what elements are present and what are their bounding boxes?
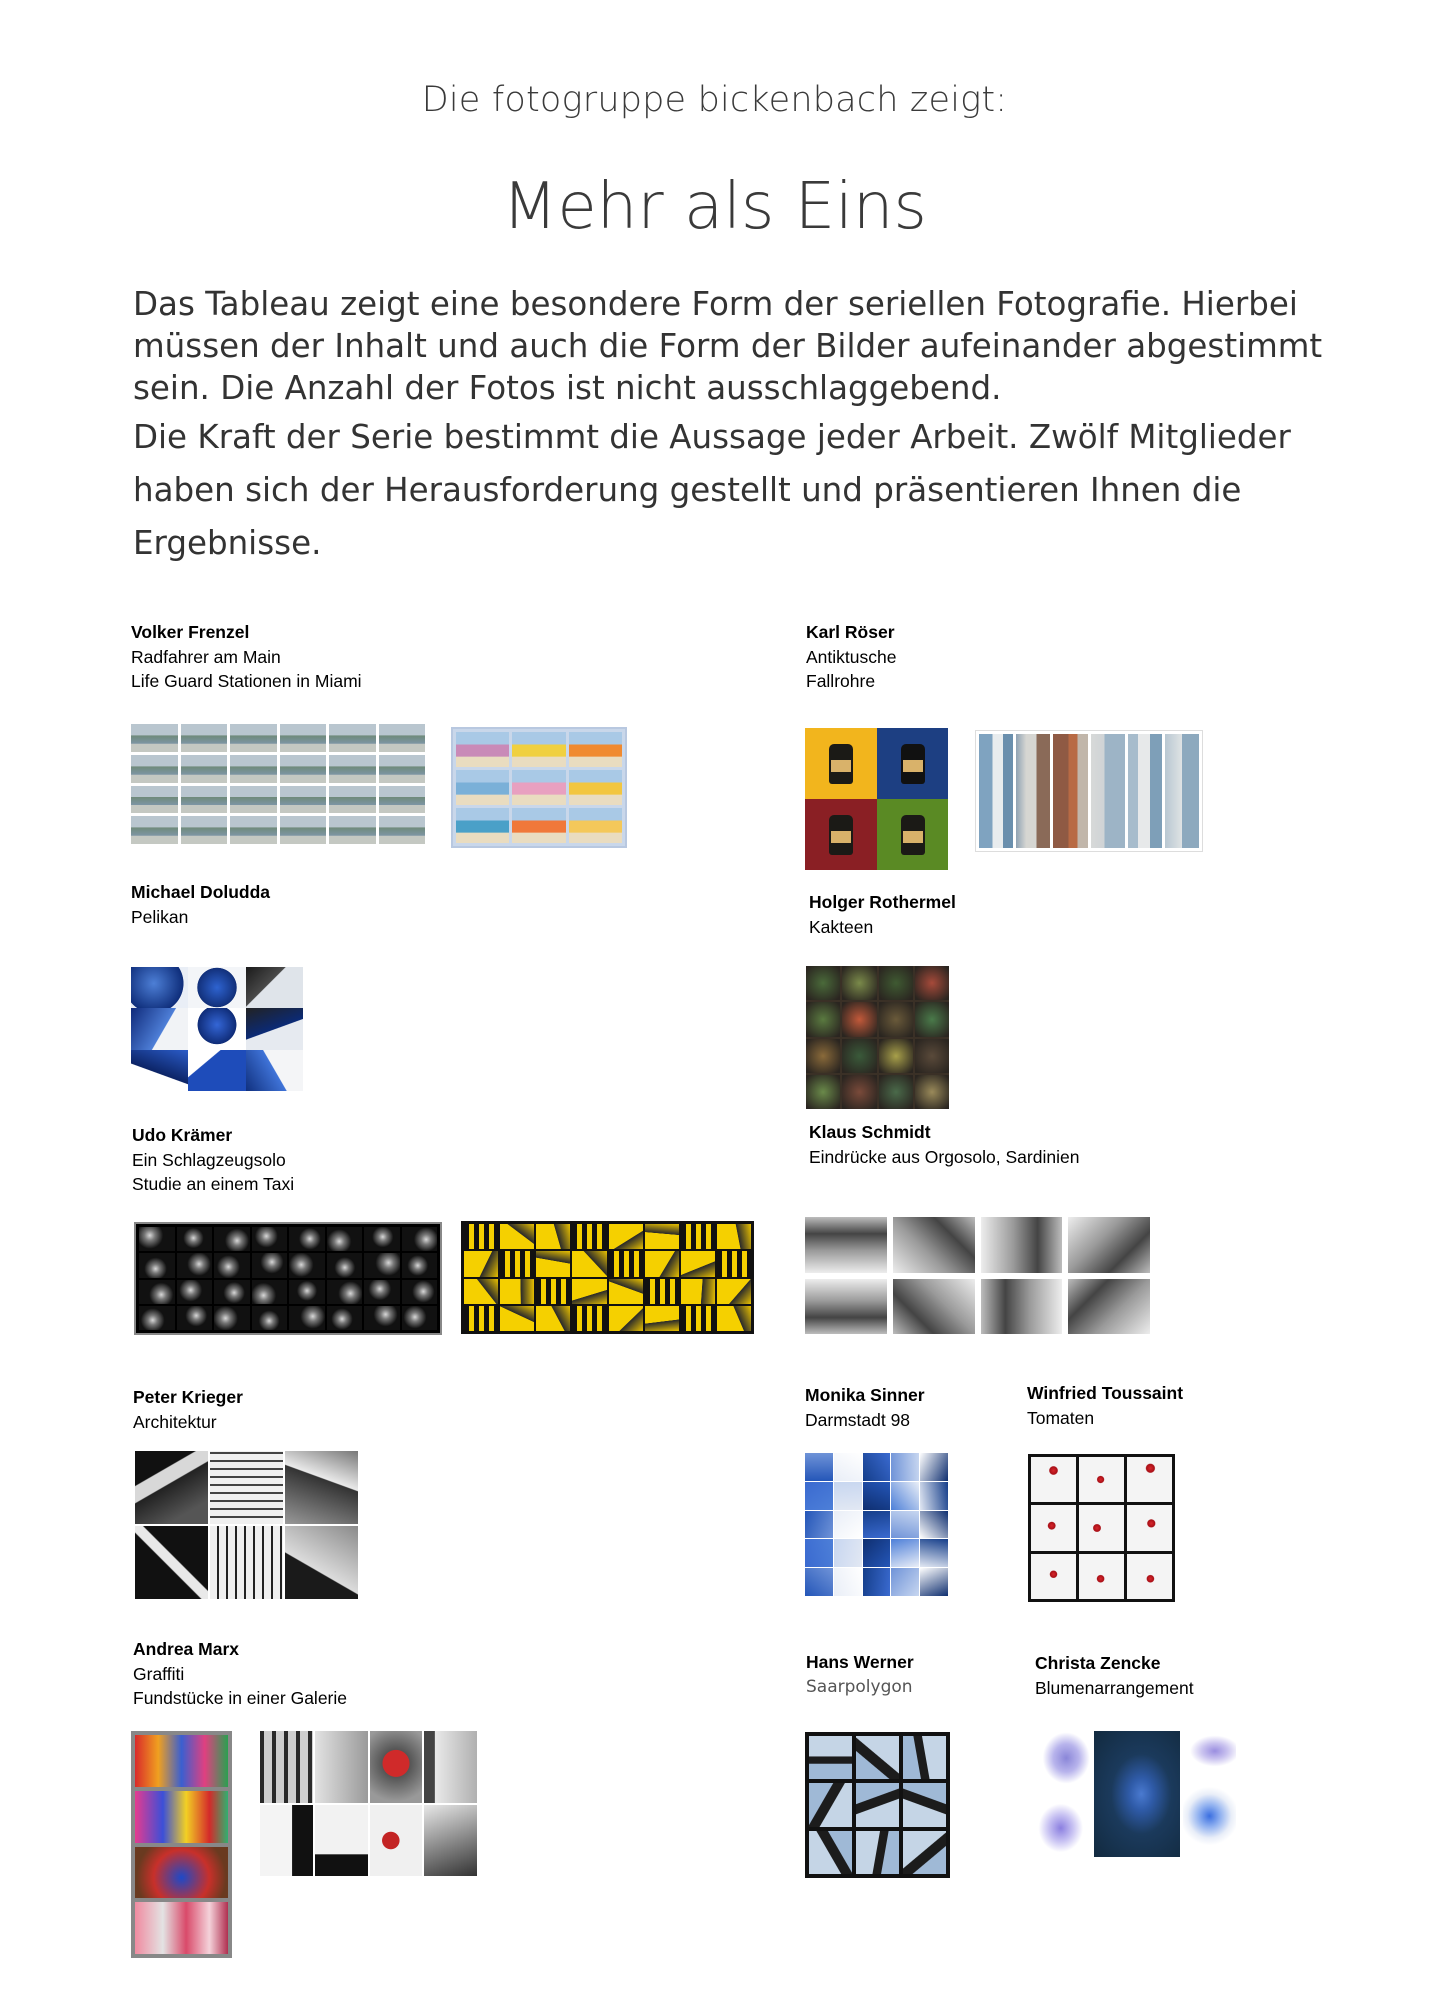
photo-thumbnail [1127, 1505, 1172, 1550]
tableau-radfahrer-am-main [131, 724, 425, 844]
photo-thumbnail [456, 808, 509, 843]
photo-thumbnail [569, 808, 622, 843]
entry-christa-zencke [1035, 1651, 1194, 1700]
photo-thumbnail [500, 1224, 534, 1249]
photo-thumbnail [681, 1251, 715, 1276]
photo-thumbnail [252, 1227, 288, 1251]
work-title: Pelikan [131, 906, 189, 927]
photo-thumbnail [609, 1306, 643, 1331]
photo-thumbnail [805, 1539, 833, 1567]
photographer-name: Klaus Schmidt [809, 1122, 931, 1142]
photo-thumbnail [379, 786, 426, 814]
intro-paragraph-2: Die Kraft der Serie bestimmt die Aussage jeder Arbeit. Zwölf Mitglieder haben sich der Herausforderung gestellt und präsentieren Ihnen die Ergebnisse. [133, 418, 1291, 562]
photo-thumbnail [1127, 1554, 1172, 1599]
photo-thumbnail [327, 1280, 363, 1304]
photo-thumbnail [230, 724, 277, 752]
photographer-name: Andrea Marx [133, 1639, 240, 1659]
photo-thumbnail [915, 1002, 949, 1036]
photo-thumbnail [500, 1306, 534, 1331]
photo-thumbnail [805, 1511, 833, 1539]
photo-thumbnail [181, 786, 228, 814]
entry-udo-kraemer [132, 1123, 294, 1197]
photo-thumbnail [1068, 1217, 1150, 1273]
photo-thumbnail [903, 1783, 946, 1826]
photo-thumbnail [131, 816, 178, 844]
photo-thumbnail [364, 1280, 400, 1304]
photo-thumbnail [289, 1280, 325, 1304]
exhibition-title: Mehr als Eins [502, 170, 927, 244]
work-title: Antiktusche [806, 646, 897, 667]
photo-thumbnail [572, 1279, 606, 1304]
photo-thumbnail [536, 1224, 570, 1249]
entry-winfried-toussaint [1027, 1381, 1183, 1430]
entry-hans-werner [806, 1650, 914, 1699]
photo-thumbnail [1031, 1505, 1076, 1550]
photo-thumbnail [863, 1511, 891, 1539]
photo-thumbnail [289, 1253, 325, 1277]
photo-thumbnail [280, 816, 327, 844]
photo-thumbnail [181, 724, 228, 752]
photo-thumbnail [1031, 1457, 1076, 1502]
photo-thumbnail [402, 1253, 438, 1277]
work-title: Fallrohre [806, 671, 876, 691]
entry-monika-sinner [805, 1383, 925, 1432]
tableau-fundstuecke [260, 1731, 477, 1876]
photo-thumbnail [891, 1568, 919, 1596]
tableau-architektur [135, 1451, 358, 1599]
photographer-name: Volker Frenzel [131, 622, 250, 642]
photo-thumbnail [230, 816, 277, 844]
photo-thumbnail [139, 1227, 175, 1251]
photo-thumbnail [1068, 1279, 1150, 1335]
photo-thumbnail [464, 1306, 498, 1331]
photo-thumbnail [329, 755, 376, 783]
photo-thumbnail [464, 1279, 498, 1304]
tableau-taxi [461, 1221, 754, 1334]
tableau-tomaten [1028, 1454, 1175, 1602]
photo-thumbnail [456, 732, 509, 767]
photo-thumbnail [131, 786, 178, 814]
photo-thumbnail [863, 1568, 891, 1596]
photo-thumbnail [920, 1511, 948, 1539]
photo-thumbnail [569, 732, 622, 767]
photo-thumbnail [1031, 1554, 1076, 1599]
photo-thumbnail [456, 770, 509, 805]
photo-thumbnail [327, 1227, 363, 1251]
photo-thumbnail [856, 1831, 899, 1874]
photo-thumbnail [805, 1217, 887, 1273]
photo-thumbnail [645, 1251, 679, 1276]
photo-thumbnail [645, 1306, 679, 1331]
photo-thumbnail [842, 1002, 876, 1036]
photo-thumbnail [681, 1279, 715, 1304]
photographer-name: Udo Krämer [132, 1125, 233, 1145]
tableau-schlagzeugsolo [134, 1222, 442, 1335]
photo-thumbnail [177, 1280, 213, 1304]
photo-thumbnail [915, 1075, 949, 1109]
work-title: Life Guard Stationen in Miami [131, 671, 362, 691]
photo-thumbnail [717, 1306, 751, 1331]
photo-thumbnail [1079, 1554, 1124, 1599]
photo-thumbnail [177, 1253, 213, 1277]
photographer-name: Christa Zencke [1035, 1653, 1161, 1673]
photo-thumbnail [230, 755, 277, 783]
photo-thumbnail [920, 1482, 948, 1510]
tableau-life-guard-stationen [451, 727, 627, 848]
photo-thumbnail [856, 1736, 899, 1779]
photo-thumbnail [834, 1482, 862, 1510]
photographer-name: Winfried Toussaint [1027, 1383, 1184, 1403]
photo-thumbnail [379, 755, 426, 783]
photographer-name: Karl Röser [806, 622, 895, 642]
photo-thumbnail [920, 1453, 948, 1481]
photo-thumbnail [364, 1306, 400, 1330]
entry-klaus-schmidt [809, 1120, 1079, 1169]
photo-thumbnail [572, 1224, 606, 1249]
photo-thumbnail [806, 966, 840, 1000]
tableau-graffiti [131, 1731, 232, 1958]
photo-thumbnail [645, 1279, 679, 1304]
photo-thumbnail [863, 1453, 891, 1481]
work-title: Studie an einem Taxi [132, 1174, 295, 1194]
photo-thumbnail [289, 1227, 325, 1251]
photo-thumbnail [893, 1279, 975, 1335]
work-title: Ein Schlagzeugsolo [132, 1149, 286, 1170]
photo-thumbnail [920, 1539, 948, 1567]
photo-thumbnail [214, 1227, 250, 1251]
photo-thumbnail [717, 1251, 751, 1276]
photo-thumbnail [536, 1279, 570, 1304]
photographer-name: Peter Krieger [133, 1387, 243, 1407]
entry-peter-krieger [133, 1385, 243, 1434]
photo-thumbnail [863, 1482, 891, 1510]
photo-thumbnail [834, 1511, 862, 1539]
photo-thumbnail [920, 1568, 948, 1596]
photo-thumbnail [1079, 1457, 1124, 1502]
photo-thumbnail [842, 966, 876, 1000]
intro-paragraph-1: Das Tableau zeigt eine besondere Form der seriellen Fotografie. Hierbei müssen der Inhalt und auch die Form der Bilder aufeinander abgestimmt sein. Die Anzahl der Fotos ist nicht ausschlaggebend. [133, 285, 1323, 407]
tableau-darmstadt-98 [805, 1453, 948, 1596]
photo-thumbnail [834, 1568, 862, 1596]
photo-thumbnail [512, 808, 565, 843]
photo-thumbnail [402, 1280, 438, 1304]
photo-thumbnail [609, 1279, 643, 1304]
photo-thumbnail [572, 1251, 606, 1276]
photo-thumbnail [280, 786, 327, 814]
intro-text [133, 283, 1383, 570]
photo-thumbnail [809, 1783, 852, 1826]
photo-thumbnail [402, 1227, 438, 1251]
photo-thumbnail [806, 1002, 840, 1036]
work-title: Saarpolygon [806, 1676, 913, 1697]
photo-thumbnail [806, 1075, 840, 1109]
tableau-saarpolygon [805, 1732, 950, 1878]
photo-thumbnail [230, 786, 277, 814]
photo-thumbnail [809, 1736, 852, 1779]
photo-thumbnail [809, 1831, 852, 1874]
work-title: Radfahrer am Main [131, 646, 281, 667]
photo-thumbnail [805, 1453, 833, 1481]
photo-thumbnail [252, 1280, 288, 1304]
photo-thumbnail [981, 1279, 1063, 1335]
photo-thumbnail [464, 1251, 498, 1276]
photo-thumbnail [806, 1039, 840, 1073]
tableau-pelikan [131, 967, 303, 1091]
photo-thumbnail [327, 1253, 363, 1277]
photo-thumbnail [402, 1306, 438, 1330]
work-title: Darmstadt 98 [805, 1409, 911, 1430]
photo-thumbnail [177, 1306, 213, 1330]
photo-thumbnail [915, 1039, 949, 1073]
photo-thumbnail [805, 1482, 833, 1510]
photo-thumbnail [512, 770, 565, 805]
photo-thumbnail [834, 1539, 862, 1567]
tableau-blumenarrangement [1036, 1731, 1236, 1857]
photographer-name: Hans Werner [806, 1652, 914, 1672]
photo-thumbnail [681, 1224, 715, 1249]
photographer-name: Monika Sinner [805, 1385, 925, 1405]
photo-thumbnail [177, 1227, 213, 1251]
photo-thumbnail [131, 755, 178, 783]
photo-thumbnail [214, 1280, 250, 1304]
photo-thumbnail [879, 966, 913, 1000]
photo-thumbnail [903, 1736, 946, 1779]
work-title: Fundstücke in einer Galerie [133, 1688, 347, 1708]
photo-thumbnail [856, 1783, 899, 1826]
photo-thumbnail [280, 724, 327, 752]
photo-thumbnail [500, 1251, 534, 1276]
photo-thumbnail [891, 1539, 919, 1567]
tableau-fallrohre [975, 730, 1203, 852]
photo-thumbnail [681, 1306, 715, 1331]
entry-holger-rothermel [809, 890, 956, 939]
photo-thumbnail [214, 1253, 250, 1277]
photo-thumbnail [181, 816, 228, 844]
photo-thumbnail [893, 1217, 975, 1273]
photo-thumbnail [903, 1831, 946, 1874]
photo-thumbnail [879, 1039, 913, 1073]
photo-thumbnail [280, 755, 327, 783]
photo-thumbnail [572, 1306, 606, 1331]
photo-thumbnail [834, 1453, 862, 1481]
photo-thumbnail [609, 1224, 643, 1249]
tableau-kakteen [806, 966, 949, 1109]
photo-thumbnail [842, 1039, 876, 1073]
photo-thumbnail [131, 724, 178, 752]
photo-thumbnail [214, 1306, 250, 1330]
photo-thumbnail [717, 1224, 751, 1249]
photo-thumbnail [891, 1482, 919, 1510]
photo-thumbnail [891, 1453, 919, 1481]
photo-thumbnail [536, 1251, 570, 1276]
photo-thumbnail [569, 770, 622, 805]
tableau-orgosolo [805, 1217, 1150, 1334]
photo-thumbnail [863, 1539, 891, 1567]
tableau-antiktusche [805, 728, 948, 870]
work-title: Eindrücke aus Orgosolo, Sardinien [809, 1146, 1080, 1167]
photo-thumbnail [364, 1227, 400, 1251]
photo-thumbnail [891, 1511, 919, 1539]
entry-andrea-marx [133, 1637, 347, 1711]
photo-thumbnail [329, 786, 376, 814]
work-title: Graffiti [133, 1663, 185, 1684]
photo-thumbnail [981, 1217, 1063, 1273]
photographer-name: Michael Doludda [131, 882, 271, 902]
photo-thumbnail [805, 1279, 887, 1335]
photo-thumbnail [609, 1251, 643, 1276]
photo-thumbnail [329, 724, 376, 752]
work-title: Tomaten [1027, 1407, 1095, 1428]
photo-thumbnail [329, 816, 376, 844]
photo-thumbnail [364, 1253, 400, 1277]
photo-thumbnail [805, 1568, 833, 1596]
photo-thumbnail [139, 1253, 175, 1277]
photo-thumbnail [500, 1279, 534, 1304]
entry-volker-frenzel [131, 620, 362, 694]
photo-thumbnail [879, 1002, 913, 1036]
photo-thumbnail [464, 1224, 498, 1249]
entry-michael-doludda [131, 880, 270, 929]
photo-thumbnail [252, 1306, 288, 1330]
exhibition-subtitle: Die fotogruppe bickenbach zeigt: [421, 80, 1008, 120]
photo-thumbnail [1079, 1505, 1124, 1550]
photo-thumbnail [512, 732, 565, 767]
photo-thumbnail [139, 1306, 175, 1330]
entry-karl-roeser [806, 620, 896, 694]
photo-thumbnail [289, 1306, 325, 1330]
photo-thumbnail [327, 1306, 363, 1330]
photo-thumbnail [252, 1253, 288, 1277]
photo-thumbnail [915, 966, 949, 1000]
photo-thumbnail [181, 755, 228, 783]
photo-thumbnail [536, 1306, 570, 1331]
photo-thumbnail [1127, 1457, 1172, 1502]
work-title: Blumenarrangement [1035, 1677, 1194, 1698]
work-title: Architektur [133, 1411, 217, 1432]
photo-thumbnail [139, 1280, 175, 1304]
photo-thumbnail [842, 1075, 876, 1109]
photo-thumbnail [645, 1224, 679, 1249]
work-title: Kakteen [809, 916, 874, 937]
photographer-name: Holger Rothermel [809, 892, 956, 912]
photo-thumbnail [717, 1279, 751, 1304]
photo-thumbnail [379, 816, 426, 844]
photo-thumbnail [879, 1075, 913, 1109]
photo-thumbnail [379, 724, 426, 752]
